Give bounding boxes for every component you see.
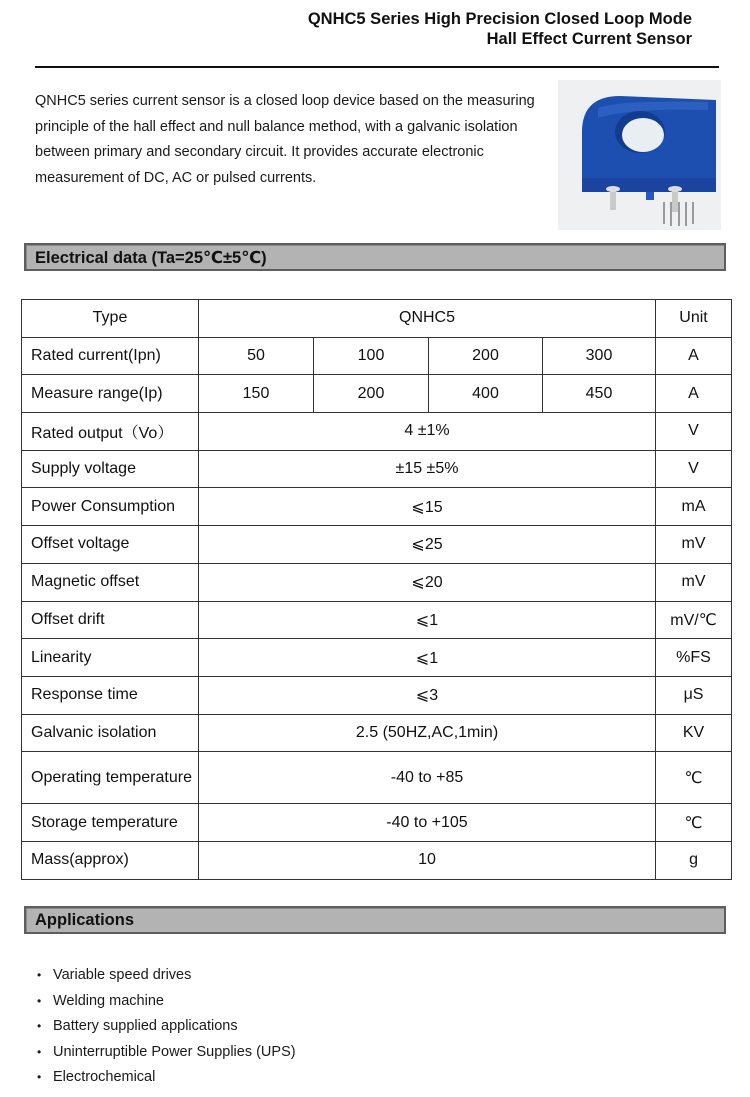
row-label: Linearity [22,639,199,677]
cell-unit: g [656,841,732,879]
table-row [22,450,732,488]
table-row [22,563,732,601]
header-unit: Unit [656,300,732,338]
cell-value: ⩽20 [199,563,656,601]
cell-value: 400 [429,375,543,413]
cell-value: 200 [314,375,429,413]
row-label: Measure range(Ip) [22,375,199,413]
cell-value: 200 [429,337,543,375]
cell-unit: A [656,337,732,375]
cell-value: ⩽3 [199,676,656,714]
cell-unit: mV/℃ [656,601,732,639]
row-label: Offset voltage [22,526,199,564]
cell-value: ±15 ±5% [199,450,656,488]
cell-value: 100 [314,337,429,375]
cell-unit: mV [656,526,732,564]
cell-unit: KV [656,714,732,752]
cell-unit: μS [656,676,732,714]
cell-value: ⩽25 [199,526,656,564]
table-row [22,714,732,752]
row-label: Response time [22,676,199,714]
row-label: Power Consumption [22,488,199,526]
cell-unit: V [656,413,732,451]
electrical-spec-table [21,299,732,880]
row-label: Supply voltage [22,450,199,488]
cell-value: -40 to +85 [199,752,656,804]
table-row [22,413,732,451]
header-model: QNHC5 [199,300,656,338]
cell-unit: %FS [656,639,732,677]
applications-heading-text: Applications [35,911,135,929]
table-row [22,804,732,842]
table-header-row [22,300,732,338]
cell-value: 2.5 (50HZ,AC,1min) [199,714,656,752]
row-label: Rated current(Ipn) [22,337,199,375]
row-label: Operating temperature [22,752,199,804]
table-row [22,601,732,639]
document-title [308,9,692,49]
cell-value: 10 [199,841,656,879]
cell-value: 4 ±1% [199,413,656,451]
title-divider [35,66,719,68]
cell-unit: V [656,450,732,488]
table-row [22,676,732,714]
cell-value: 300 [543,337,656,375]
product-photo [558,80,721,230]
row-label: Offset drift [22,601,199,639]
applications-list [36,963,296,1091]
header-type: Type [22,300,199,338]
table-row-rated-current [22,337,732,375]
table-row [22,488,732,526]
title-line-1: QNHC5 Series High Precision Closed Loop Mode [307,10,692,28]
applications-heading [24,906,726,934]
list-item: • Uninterruptible Power Supplies (UPS) [36,1040,296,1066]
cell-unit: mV [656,563,732,601]
row-label: Galvanic isolation [22,714,199,752]
list-item: • Variable speed drives [36,963,296,989]
cell-value: -40 to +105 [199,804,656,842]
list-item: • Electrochemical [36,1065,296,1091]
cell-unit: ℃ [656,752,732,804]
cell-unit: ℃ [656,804,732,842]
table-row [22,639,732,677]
cell-value: ⩽1 [199,601,656,639]
table-row [22,841,732,879]
cell-value: 150 [199,375,314,413]
table-row-measure-range [22,375,732,413]
list-item: • Battery supplied applications [36,1014,296,1040]
row-label: Magnetic offset [22,563,199,601]
list-item: • Welding machine [36,989,296,1015]
cell-value: 50 [199,337,314,375]
electrical-data-heading-text: Electrical data (Ta=25℃±5℃) [35,249,267,267]
cell-value: ⩽1 [199,639,656,677]
cell-unit: mA [656,488,732,526]
row-label: Mass(approx) [22,841,199,879]
table-row [22,752,732,804]
cell-unit: A [656,375,732,413]
row-label: Rated output（Vo） [22,413,199,451]
table-row [22,526,732,564]
intro-paragraph: QNHC5 series current sensor is a closed loop device based on the measuring principle of the hall effect and null balance method, with a galvanic isolation between primary and secondary circuit. It provides accurate electronic measurement of DC, AC or pulsed currents. [35,93,535,186]
title-line-2: Hall Effect Current Sensor [486,30,692,48]
cell-value: ⩽15 [199,488,656,526]
cell-value: 450 [543,375,656,413]
row-label: Storage temperature [22,804,199,842]
electrical-data-heading [24,243,726,271]
